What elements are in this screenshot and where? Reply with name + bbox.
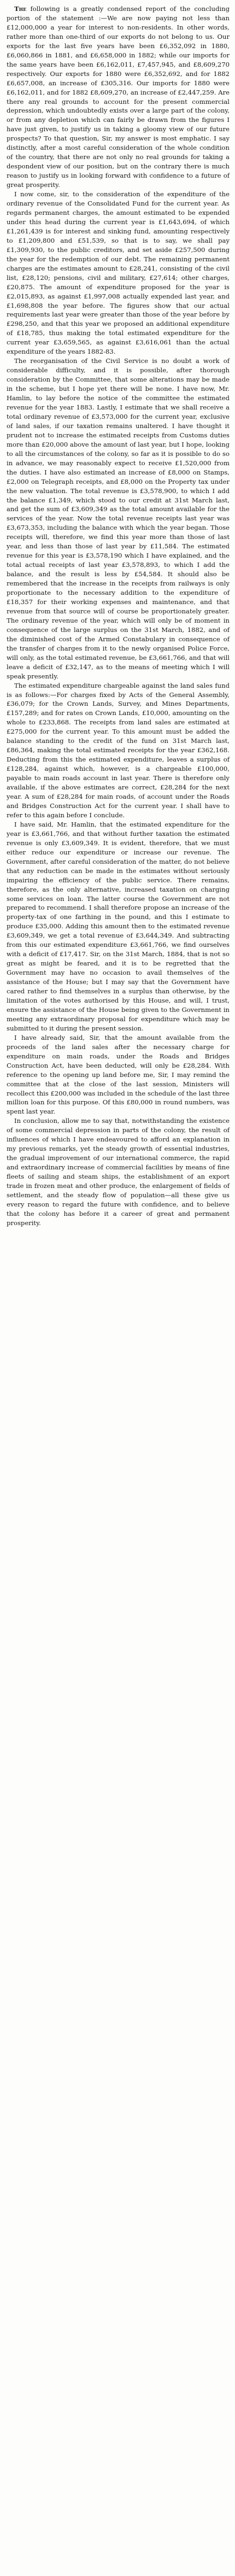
article-column (0, 0, 235, 1228)
paragraph-4: The estimated expenditure chargeable against the land sales fund is as follows:—For charges fixed by Acts of the General Assembly, £36,079; for the Crown Lands, Survey, and Mines Departments, £157,289; and for rates on Crown Lands, £10,000, amounting on the whole to £233,868. The receipts from land sales are estimated at £275,000 for the current year. To this amount must be added the balance standing to the credit of the fund on 31st March last, £86,364, making the total estimated receipts for the year £362,168. Deducting from this the estimated expenditure, leaves a surplus of £128,284, against which, however, is a chargeable £100,000, payable to main roads account in last year. There is therefore only available, if the above estimates are correct, £28,284 for the next year. A sum of £28,284 for main roads, of account under the Roads and Bridges Construction Act for the current year. I shall have to refer to this again before I conclude. (7, 681, 230, 819)
paragraph-5: I have said, Mr. Hamlin, that the estimated expenditure for the year is £3,661,766, and that without further taxation the estimated revenue is only £3,609,349. It is evident, therefore, that we must either reduce our expenditure or increase our revenue. The Government, after careful consideration of the matter, do not believe that any reduction can be made in the estimates without seriously impairing the efficiency of the public service. There remains, therefore, as the only alternative, increased taxation on charging some services on loan. The latter course the Government are not prepared to recommend. I shall therefore propose an increase of the property-tax of one farthing in the pound, and this I estimate to produce £35,000. Adding this amount then to the estimated revenue £3,609,349, we get a total revenue of £3,644,349. And subtracting from this our estimated expenditure £3,661,766, we find ourselves with a deficit of £17,417. Sir, on the 31st March, 1884, that is not so great as might be feared, and it is to be regretted that the Government may have no occasion to avail themselves of the assistance of the House; but I may say that the Government have cared rather to find themselves in a surplus than otherwise, by the limitation of the votes authorised by this House, and will, I trust, ensure the assistance of the House being given to the Government in meeting any extraordinary proposal for expenditure which may be submitted to it during the present session. (7, 820, 230, 1032)
paragraph-3: The reorganisation of the Civil Service is no doubt a work of considerable difficulty, and it is possible, after thorough consideration by the Committee, that some alterations may be made in the scheme, but I hope yet there will be none. I have now, Mr. Hamlin, to lay before the notice of the committee the estimated revenue for the year 1883. Lastly, I estimate that we shall receive a total ordinary revenue of £3,573,000 for the current year, exclusive of land sales, if our taxation remains unaltered. I have thought it prudent not to increase the estimated receipts from Customs duties more than £20,000 above the amount of last year, but I hope, looking to all the circumstances of the colony, so far as it is possible to do so in advance, we may reasonably expect to receive £1,520,000 from the duties. I have also estimated an increase of £8,000 on Stamps, £2,000 on Telegraph receipts, and £8,000 on the Property tax under the new valuation. The total revenue is £3,578,900, to which I add the balance £1,349, which stood to our credit at 31st March last, and get the sum of £3,609,349 as the total amount available for the services of the year. Now the total revenue receipts last year was £3,673,353, including the balance with which the year began. Those receipts will, therefore, we find this year more than those of last year, and less than those of last year by £11,584. The estimated revenue for this year is £3,578,190 which I have explained, and the total actual receipts of last year £3,578,893, to which I add the balance, and the result is less by £54,584. It should also be remembered that the increase in the receipts from railways is only proportionate to the necessary addition to the expenditure of £18,357 for their working expenses and maintenance, and that revenue from that source will of course be proportionately greater. The ordinary revenue of the year, which will only be of moment in consequence of the large surplus on the 31st March, 1882, and of the diminished cost of the Armed Constabulary in consequence of the transfer of charges from it to the newly organised Police Force, will only, as the total estimated revenue, be £3,661,766, and that will leave a deficit of £32,147, as to the means of meeting which I will speak presently. (7, 357, 230, 680)
paragraph-2: I now come, sir, to the consideration of the expenditure of the ordinary revenue of the Consolidated Fund for the current year. As regards permanent charges, the amount estimated to be expended under this head during the current year is £1,643,694, of which £1,261,439 is for interest and sinking fund, amounting respectively to £1,209,800 and £51,539, so that is to say, we shall pay £1,309,930, to the public creditors, and set aside £257,500 during the year for the redemption of our debt. The remaining permanent charges are the estimates amount to £28,241, consisting of the civil list, £28,120; pensions, civil and military, £27,614; other charges, £20,875. The amount of expenditure proposed for the year is £2,015,893, as against £1,997,008 actually expended last year, and £1,698,808 the year before. The figures show that our actual requirements last year were greater than those of the year before by £298,250, and that this year we proposed an additional expenditure of £18,785, thus making the total estimated expenditure for the current year £3,659,565, as against £3,616,061 than the actual expenditure of the years 1882-83. (7, 190, 230, 356)
paragraph-1-text: following is a greatly condensed report of the concluding portion of the statement :—We are now paying not less than £12,000,000 a year for interest to non-residents. In other words, rather more than one-third of our exports do not belong to us. Our exports for the last five years have been £6,352,092 in 1880, £6,060,866 in 1881, and £6,658,000 in 1882; while our imports for the same years have been £6,162,011, £7,457,945, and £8,609,270 respectively. Our exports for 1880 were £6,352,692, and for 1882 £6,657,008, an increase of £305,316. Our imports for 1880 were £6,162,011, and for 1882 £8,609,270, an increase of £2,447,259. Are there any real grounds to account for the present commercial depression, which undoubtedly exists over a large part of the colony, or from any depletion which can fairly be drawn from the figures I have just given, to justify us in taking a gloomy view of our future prospects? To that question, Sir, my answer is most emphatic. I say distinctly, after a most careful consideration of the whole condition of the country, that there are not only no real grounds for taking a despondent view of our position, but on the contrary there is much reason to justify us in looking forward with confidence to a future of great prosperity. (7, 5, 230, 189)
paragraph-1 (7, 4, 230, 190)
lead-word: The (14, 5, 27, 13)
paragraph-7: In conclusion, allow me to say that, notwithstanding the existence of some commercial depression in parts of the colony, the result of influences of which I have endeavoured to afford an explanation in my previous remarks, yet the steady growth of essential industries, the gradual improvement of our international commerce, the rapid and extraordinary increase of commercial facilities by means of fine fleets of sailing and steam ships, the establishment of an export trade in frozen meat and other produce, the enlargement of fields of settlement, and the steady flow of population—all these give us every reason to regard the future with confidence, and to believe that the colony has before it a career of great and permanent prosperity. (7, 1117, 230, 1227)
paragraph-6: I have already said, Sir, that the amount available from the proceeds of the land sales after the necessary charge for expenditure on main roads, under the Roads and Bridges Construction Act, have been deducted, will only be £28,284. With reference to the opening up land before me, Sir, I may remind the committee that at the close of the last session, Ministers will recollect this £200,000 was included in the schedule of the last three million loan for this purpose. Of this £80,000 in round numbers, was spent last year. (7, 1033, 230, 1116)
